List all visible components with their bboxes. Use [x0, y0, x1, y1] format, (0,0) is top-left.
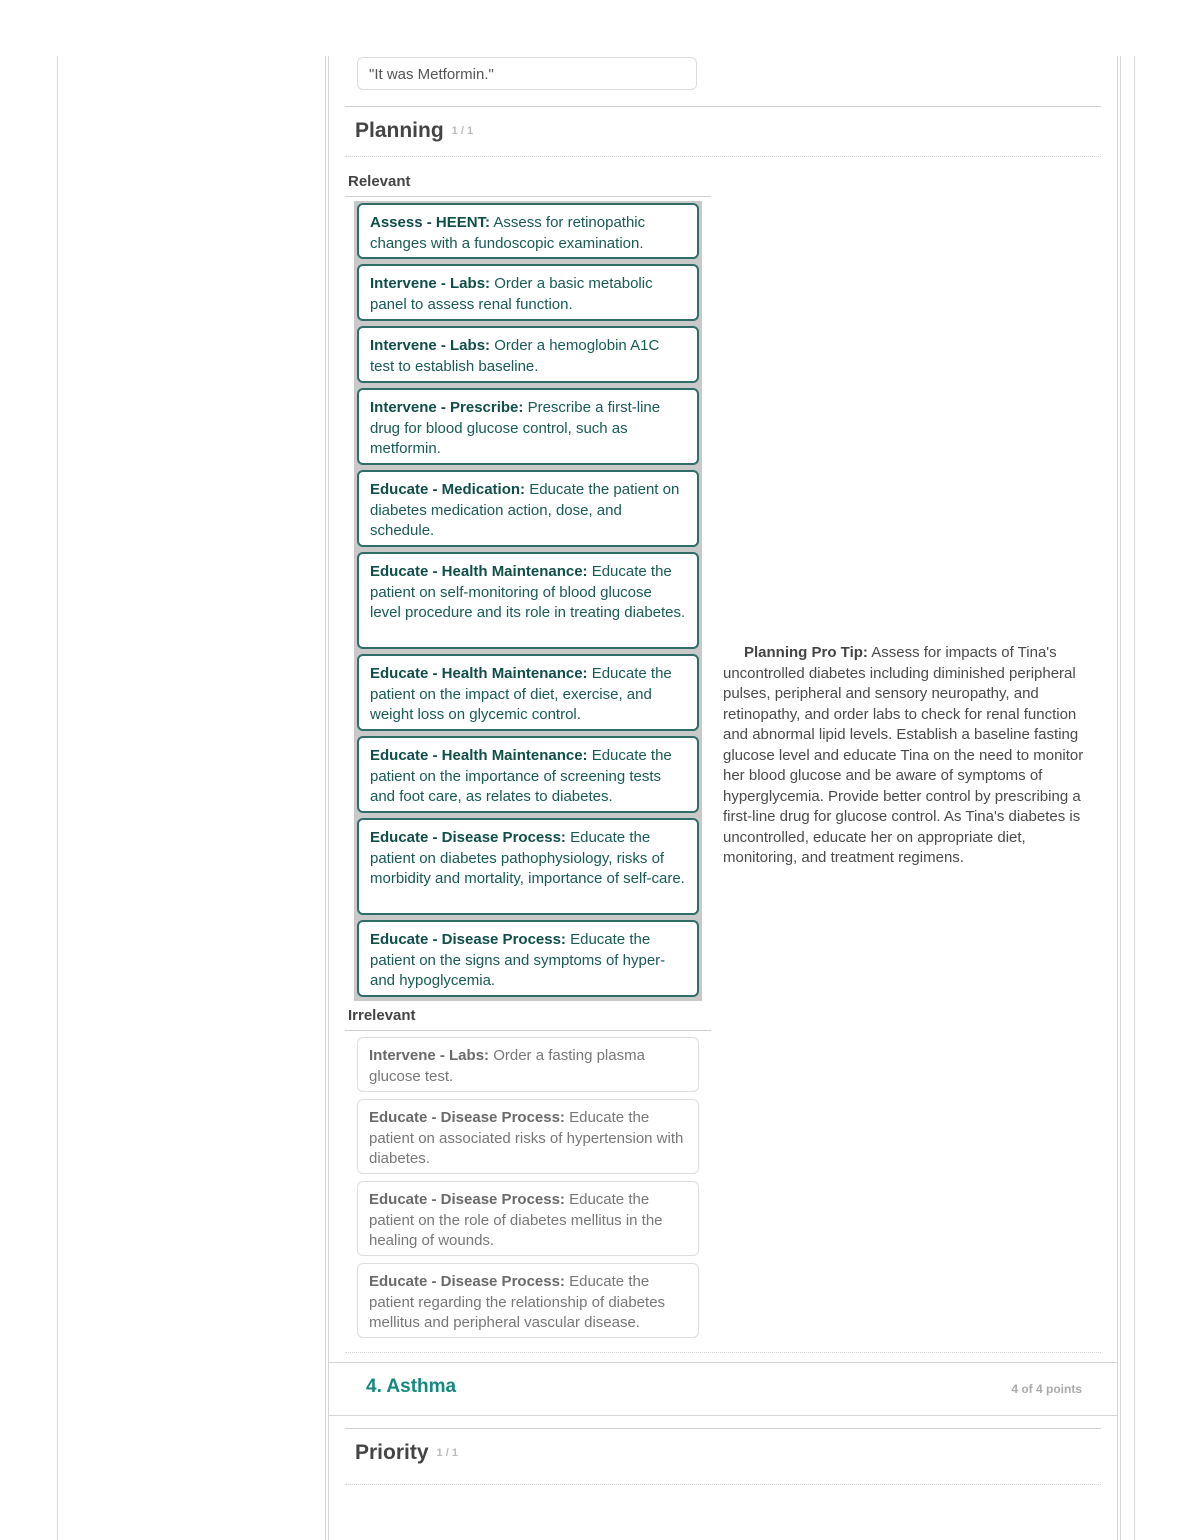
planning-heading-divider — [345, 156, 1101, 157]
item-text: Educate the patient on the role of diabetes mellitus in the healing of wounds. — [369, 1191, 663, 1249]
irrelevant-item[interactable] — [357, 1037, 699, 1092]
item-category: Intervene - Prescribe: — [370, 399, 524, 416]
priority-heading-divider — [345, 1484, 1101, 1485]
asthma-points: 4 of 4 points — [1011, 1382, 1082, 1396]
item-category: Educate - Health Maintenance: — [370, 563, 588, 580]
planning-title: Planning — [355, 119, 444, 142]
content-border-left-inner — [328, 56, 329, 1540]
irrelevant-item[interactable] — [357, 1263, 699, 1338]
relevant-item[interactable] — [357, 736, 699, 813]
priority-divider — [345, 1428, 1101, 1429]
pro-tip-text: Assess for impacts of Tina's uncontrolled diabetes including diminished peripheral pulses, peripheral and sensory neuropathy, and retinopathy, and order labs to check for renal function and abnormal lipid levels. Establish a baseline fasting glucose level and educate Tina on the need to monitor her blood glucose and be aware of symptoms of hyperglycemia. Provide better control by prescribing a first-line drug for glucose control. As Tina's diabetes is uncontrolled, educate her on appropriate diet, monitoring, and treatment regimens. — [723, 644, 1084, 866]
item-category: Educate - Disease Process: — [370, 829, 566, 846]
relevant-item[interactable] — [357, 388, 699, 465]
relevant-item[interactable] — [357, 470, 699, 547]
item-category: Intervene - Labs: — [370, 337, 491, 354]
item-category: Educate - Disease Process: — [369, 1191, 565, 1208]
item-category: Intervene - Labs: — [369, 1047, 490, 1064]
item-text: Educate the patient regarding the relationship of diabetes mellitus and peripheral vascular disease. — [369, 1273, 666, 1331]
left-margin-line — [57, 56, 58, 1540]
relevant-item[interactable] — [357, 203, 699, 259]
priority-title: Priority — [355, 1441, 429, 1464]
content-border-right-outer — [1120, 56, 1121, 1540]
item-text: Educate the patient on the importance of screening tests and foot care, as relates to diabetes. — [370, 747, 672, 805]
asthma-title[interactable]: 4. Asthma — [366, 1376, 457, 1397]
item-text: Prescribe a first-line drug for blood glucose control, such as metformin. — [370, 399, 661, 457]
right-margin-line — [1134, 56, 1135, 1540]
item-text: Order a fasting plasma glucose test. — [369, 1047, 645, 1085]
item-text: Educate the patient on diabetes pathophysiology, risks of morbidity and mortality, importance of self-care. — [370, 829, 685, 887]
item-text: Educate the patient on self-monitoring of blood glucose level procedure and its role in treating diabetes. — [370, 563, 686, 621]
content-border-right-inner — [1117, 56, 1118, 1540]
item-text: Order a basic metabolic panel to assess renal function. — [370, 275, 653, 313]
previous-answer-box: "It was Metformin." — [357, 57, 697, 90]
relevant-underline — [345, 196, 711, 197]
planning-bottom-divider — [345, 1352, 1101, 1353]
item-category: Educate - Medication: — [370, 481, 526, 498]
irrelevant-underline — [345, 1030, 711, 1031]
item-category: Intervene - Labs: — [370, 275, 491, 292]
relevant-item[interactable] — [357, 920, 699, 997]
item-category: Educate - Disease Process: — [370, 931, 566, 948]
planning-heading — [355, 119, 473, 143]
item-text: Educate the patient on the signs and symptoms of hyper- and hypoglycemia. — [370, 931, 666, 989]
relevant-label: Relevant — [348, 173, 411, 190]
item-text: Educate the patient on diabetes medication action, dose, and schedule. — [370, 481, 680, 539]
item-category: Educate - Disease Process: — [369, 1273, 565, 1290]
content-border-left-outer — [325, 56, 326, 1540]
item-category: Educate - Health Maintenance: — [370, 747, 588, 764]
irrelevant-item[interactable] — [357, 1099, 699, 1174]
section-divider — [345, 106, 1101, 107]
relevant-item[interactable] — [357, 264, 699, 321]
item-text: Educate the patient on the impact of diet, exercise, and weight loss on glycemic control. — [370, 665, 672, 723]
relevant-item[interactable] — [357, 552, 699, 649]
item-category: Educate - Disease Process: — [369, 1109, 565, 1126]
pro-tip-label: Planning Pro Tip: — [744, 644, 868, 661]
item-text: Educate the patient on associated risks of hypertension with diabetes. — [369, 1109, 684, 1167]
item-category: Assess - HEENT: — [370, 214, 491, 231]
relevant-item[interactable] — [357, 654, 699, 731]
item-text: Assess for retinopathic changes with a fundoscopic examination. — [370, 214, 646, 252]
item-text: Order a hemoglobin A1C test to establish baseline. — [370, 337, 660, 375]
relevant-item[interactable] — [357, 326, 699, 383]
planning-pro-tip — [723, 643, 1099, 869]
priority-heading — [355, 1441, 458, 1465]
item-category: Educate - Health Maintenance: — [370, 665, 588, 682]
planning-score: 1 / 1 — [451, 125, 474, 138]
irrelevant-label: Irrelevant — [348, 1007, 416, 1024]
relevant-item[interactable] — [357, 818, 699, 915]
irrelevant-item[interactable] — [357, 1181, 699, 1256]
priority-score: 1 / 1 — [436, 1447, 458, 1460]
